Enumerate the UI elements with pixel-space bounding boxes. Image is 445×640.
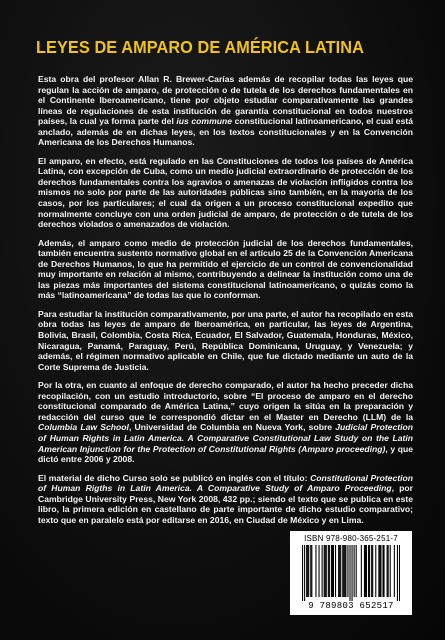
text-run: Para estudiar la institución comparativamente, por una parte, el autor ha recopilado en esta obra todas las leyes de amparo de Iberoamérica, en particular, las leyes de Argentina, Bolivia, Brasil, Colombia, Costa Rica, Ecuador, El Salvador, Guatemala, Honduras, México, Nicaragua, Panamá, Paraguay, Perú, República Dominicana, Uruguay, y Venezuela; y además, el régimen normativo aplicable en Chile, que fue dictado mediante un auto de la Corte Suprema de Justicia.	[38, 308, 413, 372]
synopsis	[38, 74, 413, 533]
barcode-bar	[375, 545, 376, 597]
barcode-bar	[368, 545, 369, 597]
barcode-bar	[328, 545, 329, 597]
barcode-bar	[371, 545, 372, 597]
barcode-bar	[335, 545, 336, 597]
text-run: El material de dicho Curso solo se publicó en inglés con el título:	[38, 472, 311, 483]
text-run: Esta obra del profesor Allan R. Brewer-Carías además de recopilar todas las leyes que regulan la acción de amparo, de protección o de tutela de los derechos fundamentales en el Continente Iberoamericano, tiene por objeto estudiar comparativamente las grandes líneas de regulaciones de esta institución de garantía constitucional en todos nuestros países, la cual ya forma parte del	[38, 74, 413, 127]
barcode-bar	[361, 545, 362, 597]
barcode-bar	[343, 545, 344, 597]
barcode-bar	[388, 545, 389, 597]
barcode-bar	[369, 545, 370, 597]
text-run: constitucional latinoamericano, el cual está anclado, además de en dichas leyes, en los textos constitucionales y en la Convención Americana de los Derechos Humanos.	[38, 116, 413, 148]
barcode-bar	[349, 545, 350, 601]
text-run: , y que dictó entre 2006 y 2008.	[38, 443, 413, 465]
italic-text: ius commune	[176, 116, 232, 127]
synopsis-paragraph-3	[38, 238, 413, 301]
italic-text: Columbia Law School	[38, 422, 129, 433]
barcode-bar	[307, 545, 308, 597]
text-run: , por Cambridge University Press, New York 2008, 432 pp.; siendo el texto que se publica en este libro, la primera edición en castellano de parte importante de dicho estudio comparativo; texto que en paralelo está por editarse en 2016, en Ciudad de México y en Lima.	[38, 483, 413, 525]
barcode-bar	[379, 545, 380, 597]
barcode-bar	[390, 545, 391, 597]
barcode-bar	[364, 545, 365, 597]
ean-number: 9 789803 652517	[308, 601, 394, 611]
barcode-bar	[324, 545, 325, 597]
barcode-bar	[366, 545, 367, 597]
barcode-bar	[382, 545, 383, 597]
barcode-bar	[342, 545, 343, 597]
barcode-bar	[304, 545, 305, 601]
barcode-bar	[339, 545, 340, 597]
barcode-bar	[345, 545, 346, 597]
synopsis-paragraph-6	[38, 473, 413, 526]
barcode-bar	[397, 545, 398, 601]
synopsis-paragraph-5	[38, 380, 413, 464]
synopsis-paragraph-1	[38, 74, 413, 148]
barcode-bar	[315, 545, 316, 597]
barcode-bar	[302, 545, 303, 601]
barcode-bar	[331, 545, 332, 597]
isbn-label: ISBN 978-980-365-251-7	[304, 534, 398, 543]
barcode-bar	[333, 545, 334, 597]
barcode-bar	[306, 545, 307, 597]
barcode-bar	[387, 545, 388, 597]
barcode-bar	[344, 545, 345, 597]
barcode-icon	[302, 545, 400, 601]
barcode-bar	[338, 545, 339, 597]
text-run: , Universidad de Columbia en Nueva York, sobre	[128, 422, 336, 433]
barcode-bar	[372, 545, 373, 597]
barcode-bar	[354, 545, 355, 597]
barcode-bar	[332, 545, 333, 597]
barcode-bar	[308, 545, 309, 597]
barcode-bar	[326, 545, 327, 597]
italic-text: Judicial Protection of Human Rights in Latin America. A Comparative Constitutional Law Study on the Latin American Injunction for the Protection of Constitutional Rights (Amparo proceeding)	[38, 422, 413, 454]
barcode-bar	[322, 545, 323, 597]
text-run: Por la otra, en cuanto al enfoque de derecho comparado, el autor ha hecho preceder dicha recopilación, con un estudio introductorio, sobre “El proceso de amparo en el derecho constitucional comparado de América Latina,” cuyo origen la sitúa en la preparación y redacción del curso que le correspondió dictar en el Master en Derecho (LLM) de la	[38, 380, 413, 422]
barcode-bar	[347, 545, 348, 597]
barcode-bar	[380, 545, 381, 597]
barcode-bar	[356, 545, 357, 597]
synopsis-paragraph-2	[38, 156, 413, 230]
barcode-bar	[325, 545, 326, 597]
barcode-bar	[329, 545, 330, 597]
text-run: Además, el amparo como medio de protección judicial de los derechos fundamentales, también encuentra sustento normativo global en el artículo 25 de la Convención Americana de Derechos Humanos, lo que ha permitido el ejercicio de un control de convencionalidad muy importante en relación al mismo, contribuyendo a delinear la institución como una de las piezas más importantes del sistema constitucional latinoamericano, o quizás como la más “latinoamericana” de todas las que lo conforman.	[38, 237, 413, 301]
barcode-bar	[310, 545, 311, 597]
barcode-bar	[340, 545, 341, 597]
barcode-bar	[352, 545, 353, 601]
barcode-bar	[394, 545, 395, 597]
barcode-bar	[319, 545, 320, 597]
barcode-bar	[365, 545, 366, 597]
barcode-bar	[399, 545, 400, 601]
barcode-bar	[311, 545, 312, 597]
synopsis-paragraph-4	[38, 309, 413, 372]
barcode-bar	[383, 545, 384, 597]
text-run: El amparo, en efecto, está regulado en las Constituciones de todos los países de América Latina, con excepción de Cuba, como un medio judicial extraordinario de protección de los derechos fundamentales contra los agravios o amenazas de violación infligidos contra los mismos no solo por parte de las autoridades públicas sino también, en la mayoría de los casos, por los particulares; el cual da origen a un proceso constitucional expedito que normalmente concluye con una orden judicial de amparo, de protección o de tutela de los derechos violados o amenazados de violación.	[38, 155, 413, 230]
italic-text: Constitutional Protection of Human Rigths in Latin America. A Comparative Study of Amparo Proceeding	[38, 472, 413, 494]
cover-title: LEYES DE AMPARO DE AMÉRICA LATINA	[36, 37, 364, 57]
barcode-bar	[378, 545, 379, 597]
isbn-barcode	[290, 531, 412, 615]
